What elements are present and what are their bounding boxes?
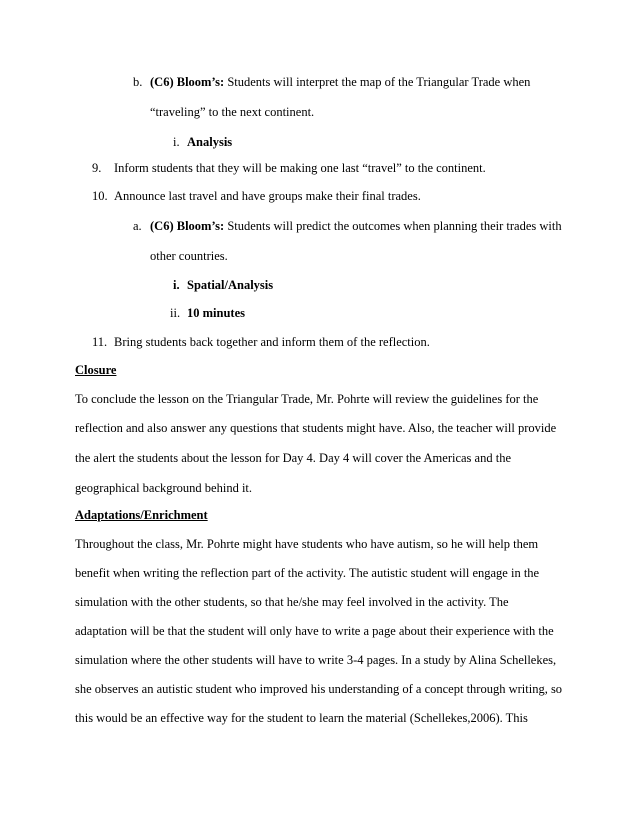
list-marker: i.: [173, 278, 180, 292]
list-item-b-continued: “traveling” to the next continent.: [150, 105, 315, 119]
adaptations-line: benefit when writing the reflection part of the activity. The autistic student will engage in the: [75, 566, 540, 580]
list-text: Bring students back together and inform them of the reflection.: [114, 335, 430, 349]
closure-line: reflection and also answer any questions that students might have. Also, the teacher will provide: [75, 421, 557, 435]
closure-line: the alert the students about the lesson for Day 4. Day 4 will cover the Americas and the: [75, 451, 511, 465]
list-item-9: [92, 160, 486, 176]
list-marker: 11.: [92, 335, 108, 349]
list-marker: b.: [133, 75, 143, 89]
list-item-10: [92, 188, 421, 204]
list-item-a-continued: other countries.: [150, 249, 228, 263]
adaptations-line: this would be an effective way for the student to learn the material (Schellekes,2006). This: [75, 711, 528, 725]
adaptations-line: adaptation will be that the student will only have to write a page about their experience with the: [75, 624, 554, 638]
adaptations-line: simulation with the other students, so that he/she may feel involved in the activity. The: [75, 595, 509, 609]
list-text: Inform students that they will be making one last “travel” to the continent.: [114, 161, 486, 175]
blooms-label: (C6) Bloom’s:: [150, 75, 225, 89]
list-marker: 10.: [92, 189, 108, 203]
adaptations-line: Throughout the class, Mr. Pohrte might have students who have autism, so he will help them: [75, 537, 539, 551]
list-text: 10 minutes: [187, 306, 245, 320]
adaptations-line: simulation where the other students will have to write 3-4 pages. In a study by Alina Schellekes,: [75, 653, 557, 667]
list-item-a-ii: [170, 305, 245, 321]
list-text: Announce last travel and have groups make their final trades.: [114, 189, 421, 203]
list-item-b-i: [173, 134, 232, 150]
blooms-label: (C6) Bloom’s:: [150, 219, 225, 233]
closure-heading: Closure: [75, 363, 117, 377]
list-text: Analysis: [187, 135, 233, 149]
list-marker: i.: [173, 135, 180, 149]
list-text: Students will predict the outcomes when planning their trades with: [224, 219, 562, 233]
list-item-a-i: [173, 277, 273, 293]
list-text: Students will interpret the map of the Triangular Trade when: [224, 75, 531, 89]
list-marker: 9.: [92, 161, 102, 175]
adaptations-heading: Adaptations/Enrichment: [75, 508, 208, 522]
closure-line: geographical background behind it.: [75, 481, 253, 495]
closure-line: To conclude the lesson on the Triangular Trade, Mr. Pohrte will review the guidelines for the: [75, 392, 539, 406]
adaptations-line: she observes an autistic student who improved his understanding of a concept through writing, so: [75, 682, 563, 696]
list-text: Spatial/Analysis: [187, 278, 274, 292]
list-marker: a.: [133, 219, 142, 233]
list-item-b: [133, 74, 530, 90]
list-item-a: [133, 218, 562, 234]
list-item-11: [92, 334, 430, 350]
list-marker: ii.: [170, 306, 181, 320]
